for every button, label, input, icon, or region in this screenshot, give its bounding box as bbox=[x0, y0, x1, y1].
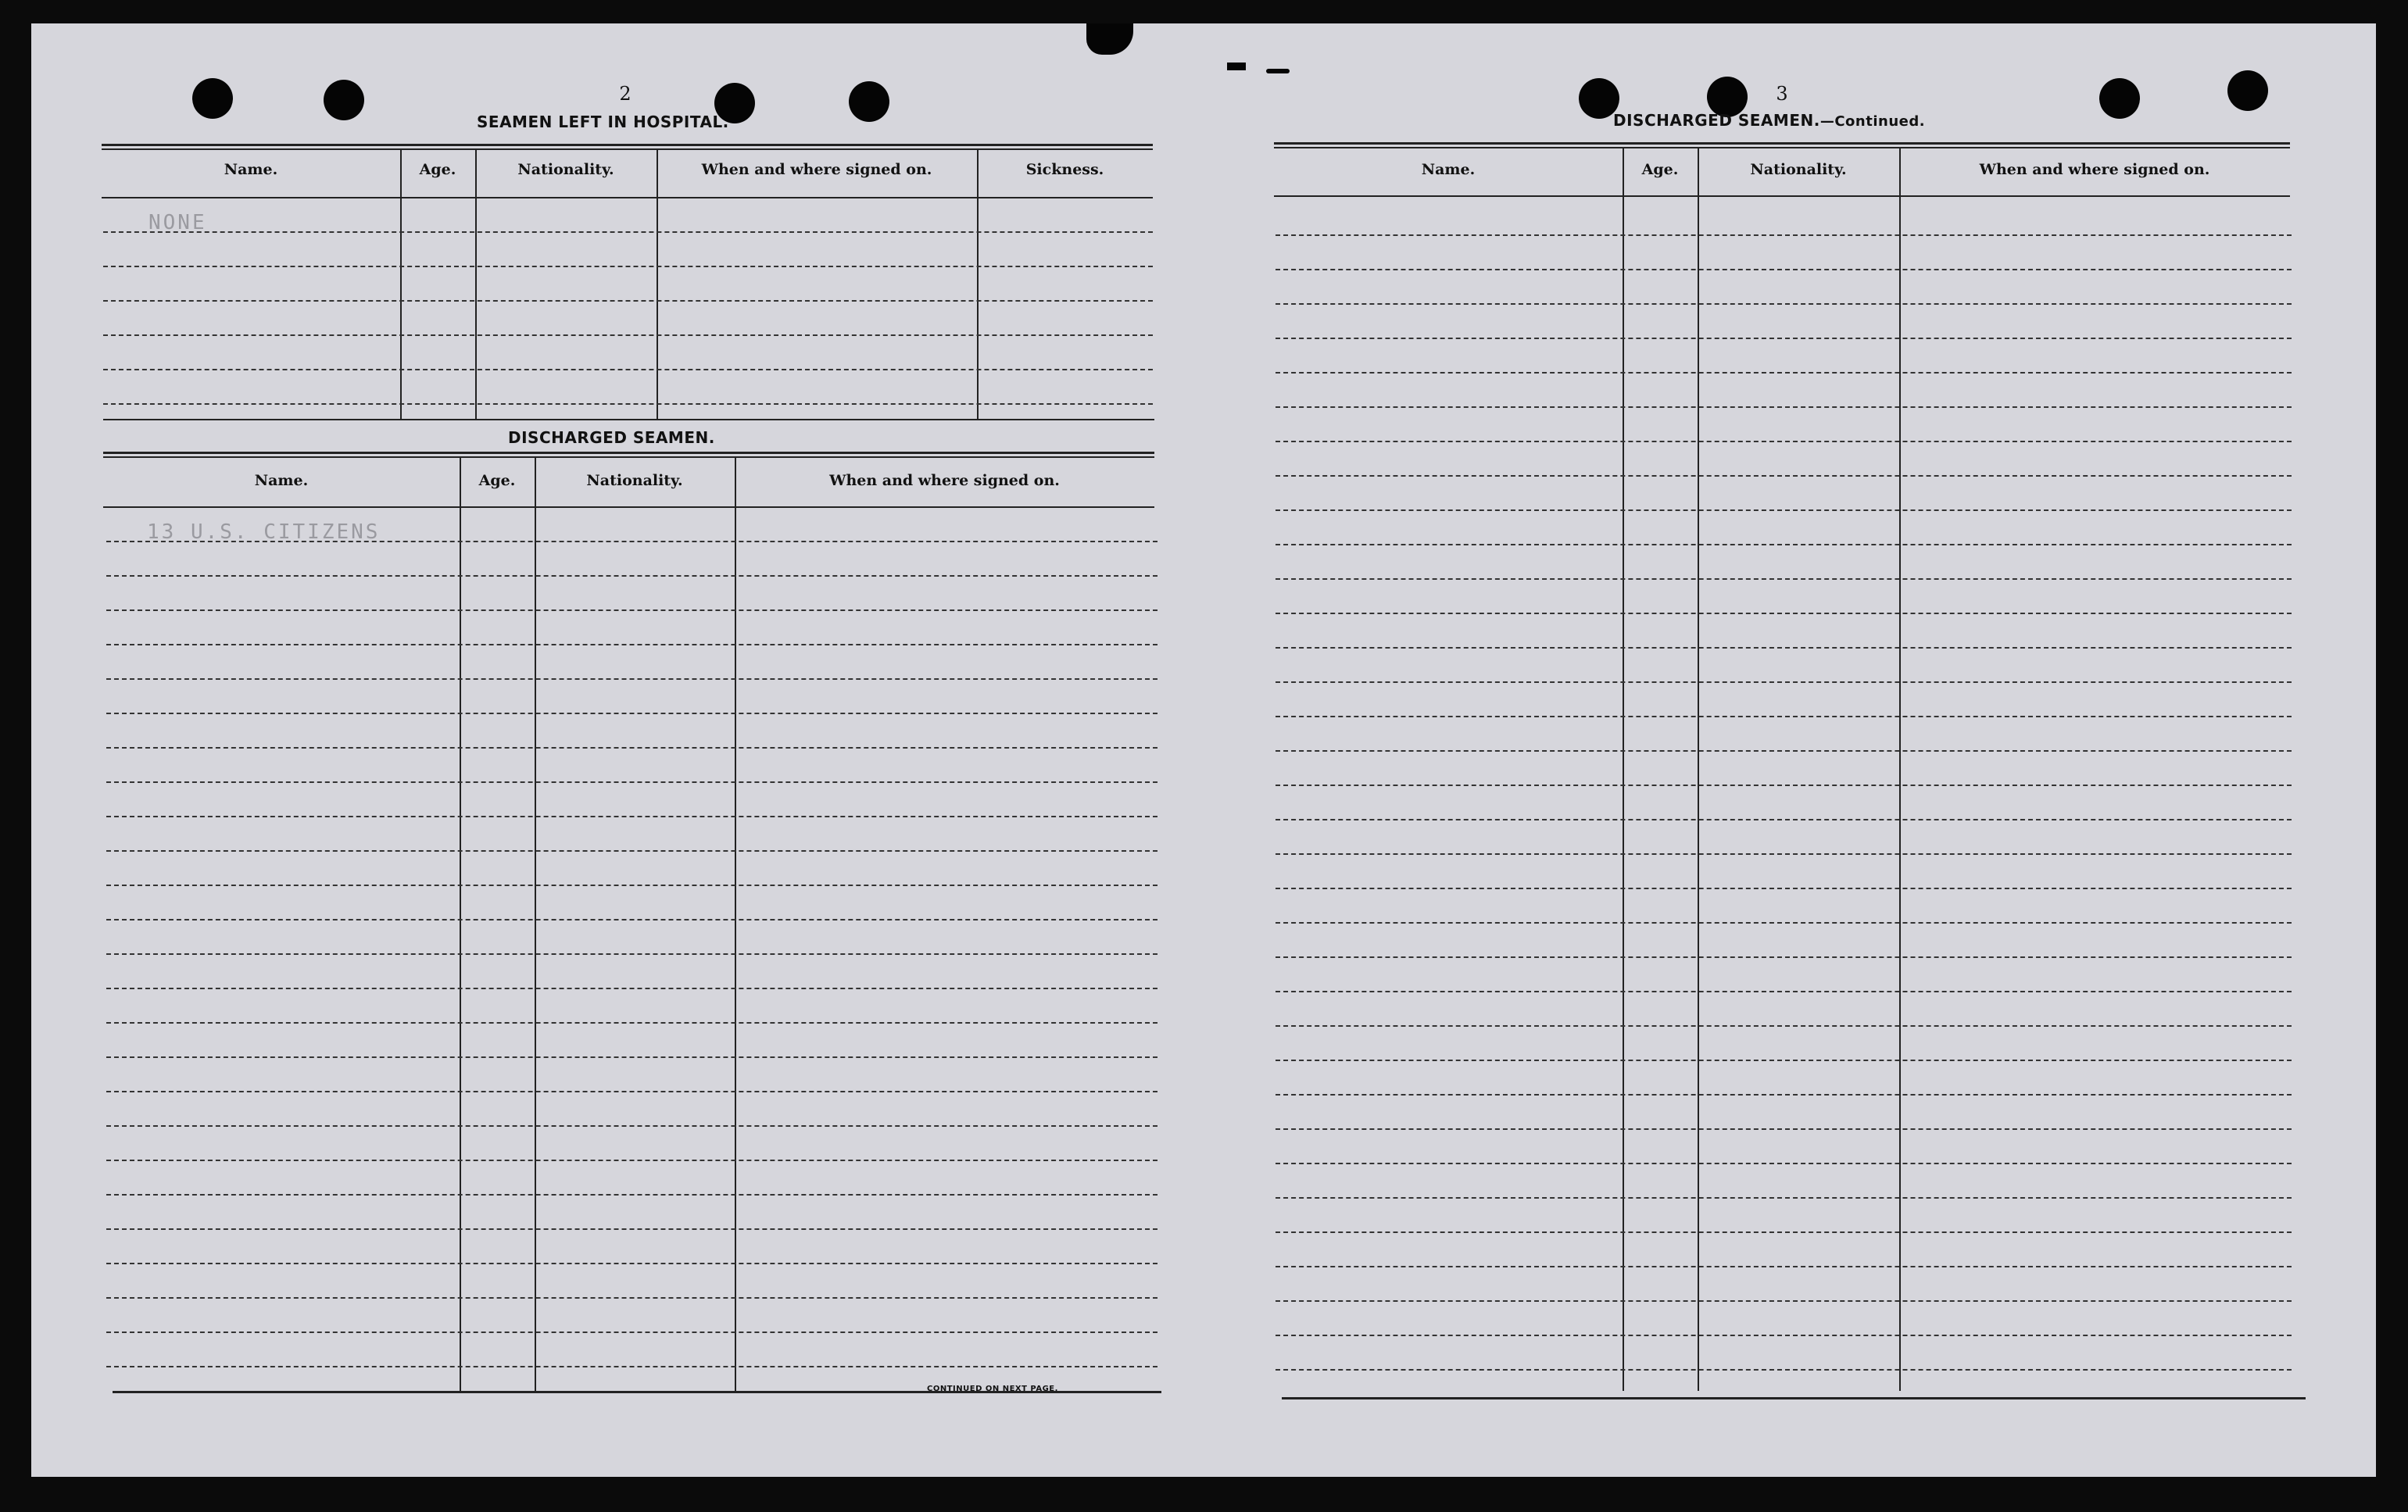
form-row-line bbox=[106, 953, 1157, 955]
continued-suffix: —Continued. bbox=[1819, 113, 1926, 130]
rule bbox=[102, 144, 1153, 146]
form-row-line bbox=[106, 713, 1157, 714]
form-row-line bbox=[106, 1331, 1157, 1333]
form-row-line bbox=[1276, 544, 2292, 545]
column-divider bbox=[400, 150, 402, 420]
form-row-line bbox=[103, 231, 1153, 233]
form-row-line bbox=[103, 403, 1153, 405]
column-header-age: Age. bbox=[419, 161, 456, 178]
form-row-line bbox=[1276, 1094, 2292, 1096]
rule bbox=[102, 197, 1153, 198]
column-divider bbox=[1899, 148, 1901, 1391]
form-row-line bbox=[1276, 991, 2292, 992]
column-divider bbox=[977, 150, 979, 420]
hospital-section-title: SEAMEN LEFT IN HOSPITAL. bbox=[477, 113, 729, 131]
form-row-line bbox=[1276, 303, 2292, 305]
form-row-line bbox=[106, 1022, 1157, 1024]
column-header-age: Age. bbox=[1641, 161, 1679, 178]
form-row-line bbox=[1276, 1369, 2292, 1371]
continued-note: CONTINUED ON NEXT PAGE. bbox=[927, 1385, 1058, 1393]
form-row-line bbox=[106, 1091, 1157, 1092]
form-row-line bbox=[103, 266, 1153, 267]
column-header-name: Name. bbox=[224, 161, 278, 178]
form-row-line bbox=[1276, 1266, 2292, 1267]
form-row-line bbox=[1276, 406, 2292, 408]
form-row-line bbox=[106, 747, 1157, 749]
form-row-line bbox=[1276, 1128, 2292, 1130]
form-row-line bbox=[106, 1056, 1157, 1058]
form-row-line bbox=[106, 1297, 1157, 1299]
form-row-line bbox=[1276, 269, 2292, 270]
form-row-line bbox=[1276, 372, 2292, 374]
punch-hole bbox=[849, 81, 889, 122]
form-row-line bbox=[106, 816, 1157, 817]
punch-hole bbox=[192, 78, 233, 119]
paper-tear bbox=[1227, 63, 1246, 70]
discharged-continued-title bbox=[1613, 111, 1925, 130]
form-row-line bbox=[106, 1366, 1157, 1367]
form-row-line bbox=[1276, 750, 2292, 752]
paper-tear bbox=[1086, 23, 1133, 55]
form-row-line bbox=[1276, 1163, 2292, 1164]
form-row-line bbox=[1276, 475, 2292, 477]
paper-tear bbox=[1266, 69, 1290, 73]
column-header-name: Name. bbox=[1421, 161, 1476, 178]
rule bbox=[103, 506, 1154, 508]
column-header-age: Age. bbox=[478, 472, 516, 489]
form-row-line bbox=[106, 1194, 1157, 1196]
form-row-line bbox=[1276, 785, 2292, 786]
punch-hole bbox=[324, 80, 364, 120]
form-row-line bbox=[1276, 853, 2292, 855]
discharged-entry: 13 U.S. CITIZENS bbox=[147, 520, 381, 544]
form-row-line bbox=[106, 1160, 1157, 1161]
form-row-line bbox=[103, 369, 1153, 370]
form-row-line bbox=[106, 988, 1157, 989]
column-divider bbox=[460, 458, 461, 1391]
form-row-line bbox=[106, 885, 1157, 886]
discharged-section-title: DISCHARGED SEAMEN. bbox=[508, 428, 715, 447]
form-row-line bbox=[1276, 1060, 2292, 1061]
form-row-line bbox=[106, 919, 1157, 920]
form-row-line bbox=[1276, 956, 2292, 958]
column-header-nationality: Nationality. bbox=[1750, 161, 1847, 178]
form-row-line bbox=[1276, 509, 2292, 511]
column-divider bbox=[475, 150, 477, 420]
form-row-line bbox=[1276, 681, 2292, 683]
rule bbox=[1274, 195, 2290, 197]
column-divider bbox=[657, 150, 658, 420]
form-row-line bbox=[1276, 338, 2292, 339]
rule bbox=[1274, 147, 2290, 148]
form-row-line bbox=[1276, 888, 2292, 889]
form-row-line bbox=[103, 334, 1153, 336]
column-header-signed-on: When and where signed on. bbox=[1979, 161, 2210, 178]
form-row-line bbox=[1276, 1025, 2292, 1027]
punch-hole bbox=[2227, 70, 2268, 111]
column-divider bbox=[735, 458, 736, 1391]
form-row-line bbox=[1276, 1300, 2292, 1302]
form-row-line bbox=[1276, 441, 2292, 442]
form-row-line bbox=[106, 541, 1157, 542]
document-sheet bbox=[31, 23, 2376, 1477]
column-header-nationality: Nationality. bbox=[586, 472, 683, 489]
page-number: 2 bbox=[619, 83, 632, 105]
column-header-sickness: Sickness. bbox=[1025, 161, 1104, 178]
rule bbox=[103, 456, 1154, 458]
form-row-line bbox=[1276, 613, 2292, 614]
discharged-title-text: DISCHARGED SEAMEN. bbox=[1613, 111, 1820, 130]
column-divider bbox=[1698, 148, 1699, 1391]
form-row-line bbox=[106, 1263, 1157, 1264]
rule bbox=[102, 148, 1153, 150]
form-row-line bbox=[1276, 922, 2292, 924]
form-row-line bbox=[106, 678, 1157, 680]
rule bbox=[103, 419, 1154, 420]
form-row-line bbox=[1276, 578, 2292, 580]
column-header-nationality: Nationality. bbox=[517, 161, 614, 178]
page-number: 3 bbox=[1776, 83, 1788, 105]
column-header-signed-on: When and where signed on. bbox=[829, 472, 1060, 489]
form-row-line bbox=[106, 609, 1157, 611]
form-row-line bbox=[106, 1228, 1157, 1230]
column-header-name: Name. bbox=[254, 472, 309, 489]
rule bbox=[103, 452, 1154, 454]
form-row-line bbox=[106, 781, 1157, 783]
form-row-line bbox=[1276, 1197, 2292, 1199]
column-header-signed-on: When and where signed on. bbox=[701, 161, 932, 178]
column-divider bbox=[535, 458, 536, 1391]
form-row-line bbox=[1276, 1335, 2292, 1336]
form-row-line bbox=[1276, 819, 2292, 820]
punch-hole bbox=[2099, 78, 2140, 119]
form-row-line bbox=[106, 850, 1157, 852]
hospital-entry: NONE bbox=[148, 211, 207, 234]
rule bbox=[1282, 1397, 2306, 1399]
form-row-line bbox=[103, 300, 1153, 302]
form-row-line bbox=[1276, 647, 2292, 649]
form-row-line bbox=[106, 1125, 1157, 1127]
form-row-line bbox=[1276, 716, 2292, 717]
form-row-line bbox=[1276, 234, 2292, 236]
form-row-line bbox=[1276, 1231, 2292, 1233]
rule bbox=[1274, 142, 2290, 145]
column-divider bbox=[1623, 148, 1624, 1391]
form-row-line bbox=[106, 575, 1157, 577]
form-row-line bbox=[106, 644, 1157, 645]
